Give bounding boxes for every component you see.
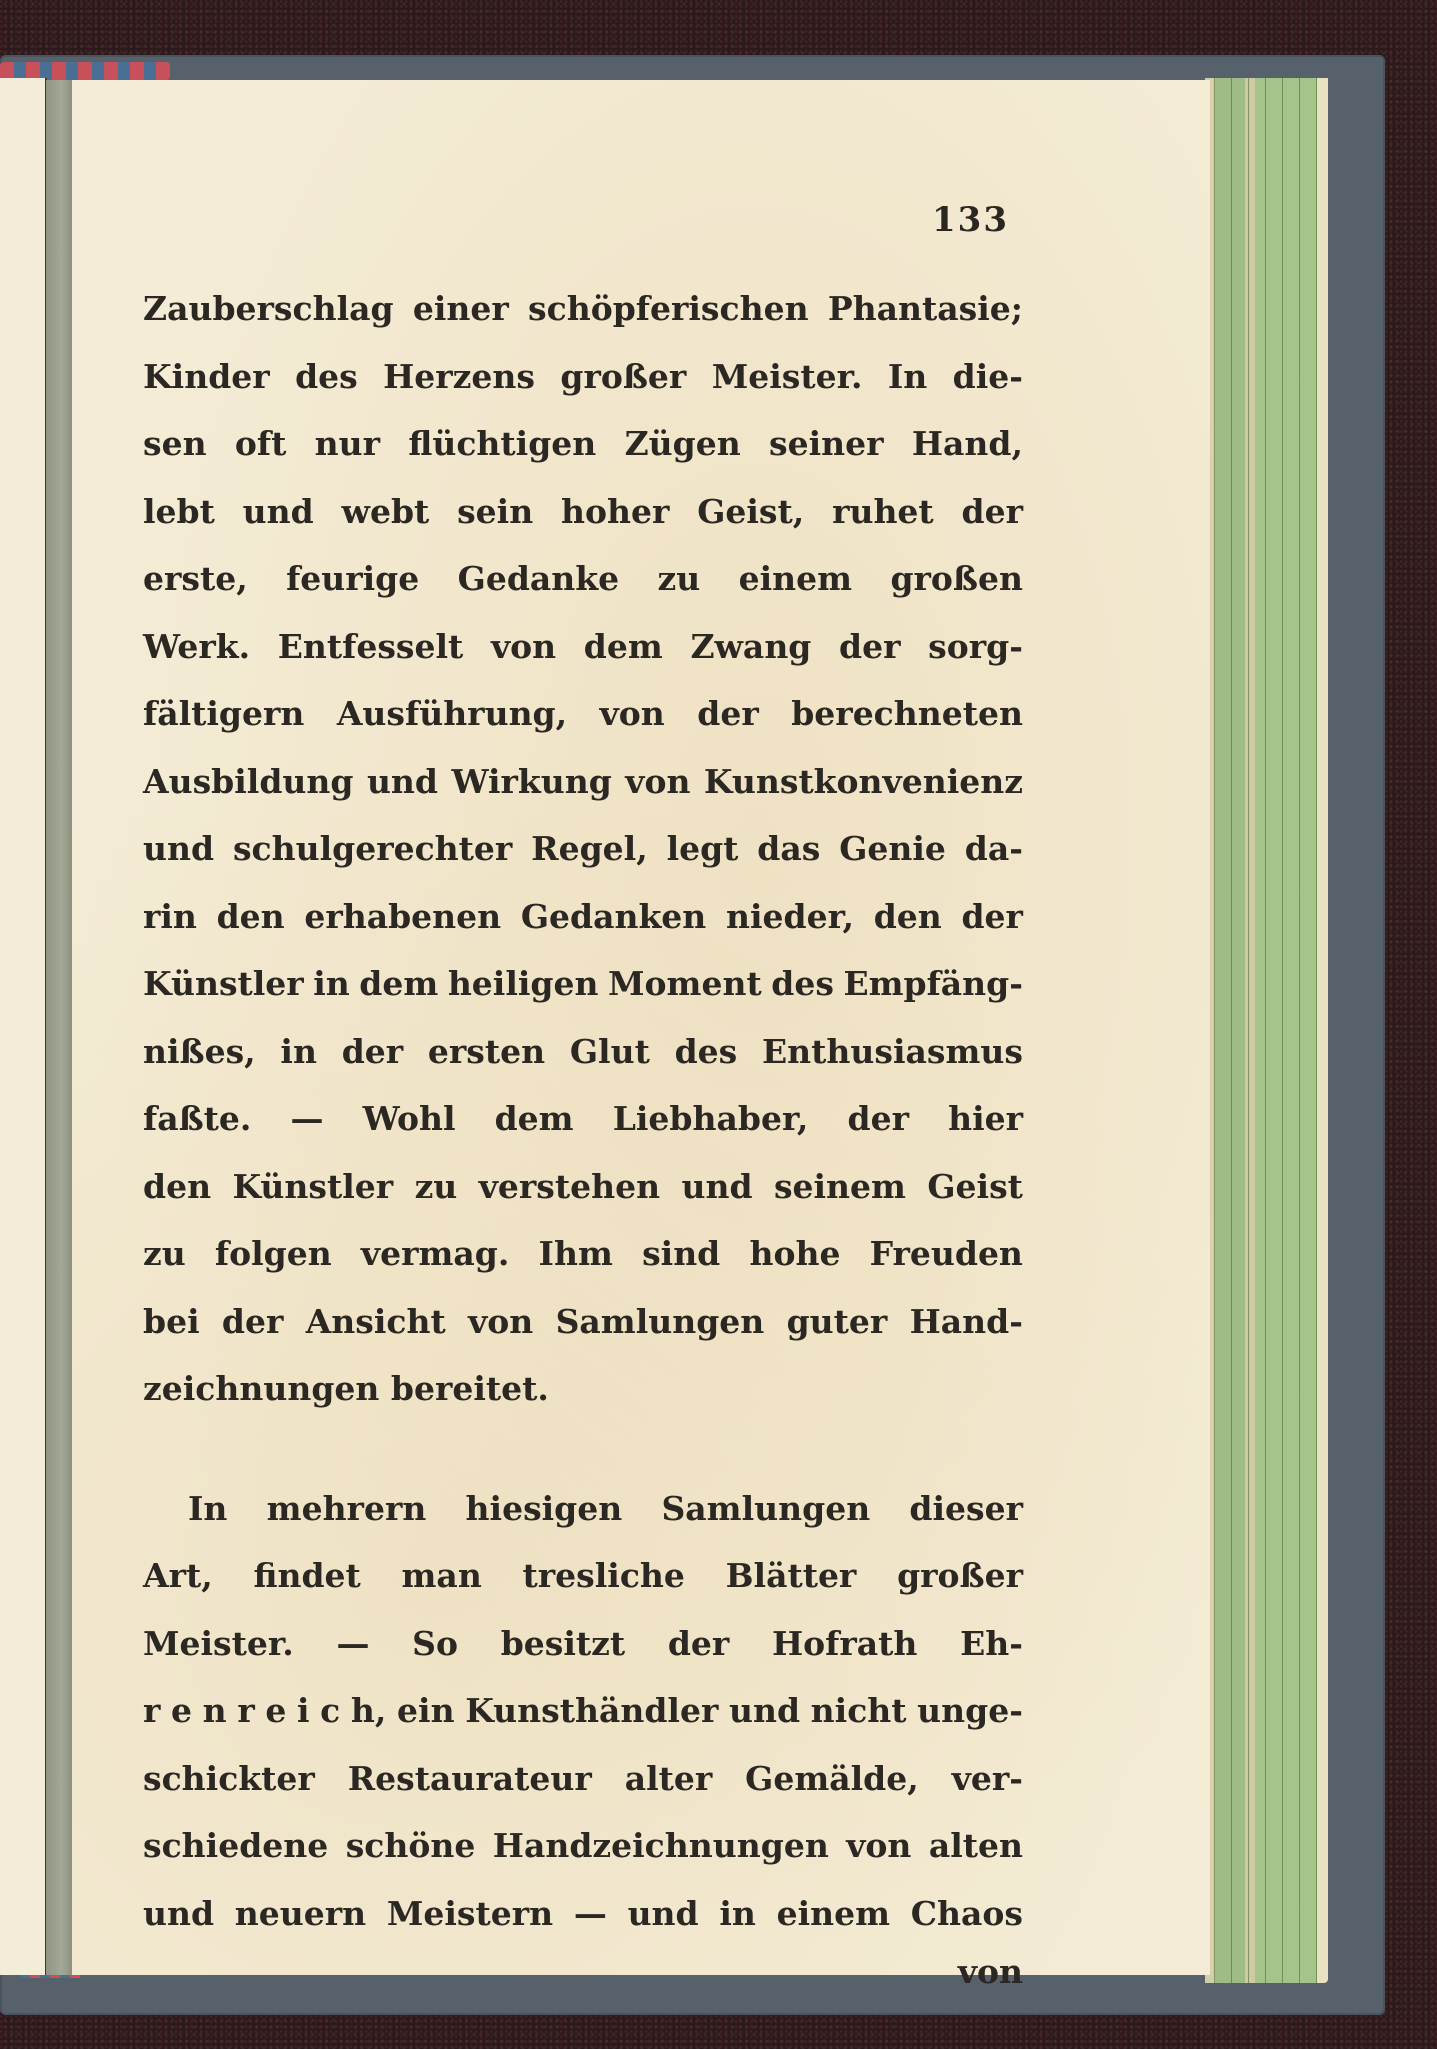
word: Empfäng-	[843, 964, 1023, 1003]
word: Samlungen	[555, 1301, 765, 1341]
word: Enthusiasmus	[762, 1031, 1023, 1071]
word: von	[625, 761, 691, 801]
word: und	[143, 829, 215, 868]
word: guter	[786, 1301, 888, 1341]
word: Ansicht	[305, 1301, 446, 1341]
word: man	[401, 1556, 482, 1595]
word: Liebhaber,	[612, 1099, 809, 1138]
word: Gedanken	[520, 896, 707, 936]
word: des	[295, 356, 358, 396]
text-line	[143, 1085, 1023, 1153]
word: sein	[457, 491, 534, 531]
word: einer	[412, 289, 509, 328]
word: lebt	[143, 491, 215, 531]
word: zu	[414, 1166, 458, 1206]
word: nur	[314, 424, 381, 463]
word: Meister.	[143, 1623, 294, 1663]
word: r	[237, 1691, 255, 1730]
word: So	[412, 1623, 458, 1663]
word: berechneten	[791, 694, 1023, 733]
word: legt	[666, 829, 739, 868]
word: schickter	[143, 1758, 315, 1798]
word: der	[847, 1099, 909, 1138]
word: alten	[928, 1826, 1023, 1865]
text-line	[143, 1288, 1023, 1356]
text-line	[143, 883, 1023, 951]
word: Künstler	[232, 1166, 394, 1206]
word: großen	[890, 559, 1023, 598]
paragraph-1	[143, 275, 1023, 1423]
word: den	[873, 896, 942, 936]
word: Gemälde,	[745, 1758, 919, 1798]
word: einem	[738, 559, 853, 598]
text-line	[143, 613, 1023, 681]
previous-page-edge	[0, 78, 47, 1975]
word: Kunsthändler	[465, 1691, 719, 1730]
word: e	[171, 1691, 193, 1730]
word: Zauberschlag	[143, 289, 394, 328]
word: hiesigen	[465, 1488, 623, 1528]
word: und	[242, 491, 314, 531]
word: alter	[624, 1758, 713, 1798]
word: zu	[143, 1234, 186, 1273]
word: i	[296, 1691, 310, 1730]
word: hoher	[561, 491, 670, 531]
word: Blätter	[725, 1556, 857, 1595]
text-line	[143, 815, 1023, 883]
word: den	[216, 896, 285, 936]
text-line	[143, 1880, 1023, 1948]
word: c	[320, 1691, 341, 1730]
word: zu	[657, 559, 701, 598]
text-line: zeichnungen bereitet.	[143, 1369, 549, 1408]
word: dem	[359, 964, 439, 1003]
text-line	[143, 680, 1023, 748]
word: Freuden	[869, 1234, 1023, 1273]
word: hier	[948, 1099, 1023, 1138]
word: webt	[341, 491, 430, 531]
page-text	[143, 275, 1023, 1997]
word: der	[221, 1301, 284, 1341]
word: Meister.	[711, 356, 863, 396]
word: bei	[143, 1301, 200, 1341]
word: nieder,	[725, 896, 855, 936]
word: ver-	[951, 1758, 1023, 1798]
word: sind	[642, 1234, 721, 1273]
word: erste,	[143, 559, 248, 598]
word: Wohl	[362, 1099, 456, 1138]
word: Regel,	[531, 829, 648, 868]
word: Ihm	[538, 1234, 613, 1273]
word: von	[490, 626, 557, 666]
catchword: von	[957, 1952, 1023, 1991]
word: Handzeichnungen	[492, 1826, 829, 1865]
word: schöne	[345, 1826, 476, 1865]
text-line	[143, 1153, 1023, 1221]
word: und	[143, 1893, 215, 1933]
word: Moment	[608, 964, 762, 1003]
word: heiligen	[447, 964, 599, 1003]
word: schulgerechter	[232, 829, 513, 868]
text-line	[143, 1812, 1023, 1880]
book-gutter	[46, 80, 72, 1975]
word: ein	[397, 1691, 455, 1730]
word: da-	[964, 829, 1023, 868]
text-line	[143, 748, 1023, 816]
word: Ausführung,	[336, 694, 568, 733]
word: h,	[350, 1691, 387, 1730]
word: Gedanke	[457, 559, 620, 598]
word: —	[573, 1893, 607, 1933]
word: Kinder	[143, 356, 270, 396]
word: oft	[234, 424, 287, 463]
word: In	[887, 356, 928, 396]
word: besitzt	[500, 1623, 626, 1663]
word: fältigern	[143, 694, 305, 733]
text-line	[143, 478, 1023, 546]
word: der	[961, 896, 1023, 936]
word: n	[202, 1691, 227, 1730]
word: Art,	[143, 1556, 213, 1595]
word: Genie	[839, 829, 946, 868]
word: in	[313, 964, 350, 1003]
word: —	[290, 1099, 324, 1138]
word: neuern	[234, 1893, 367, 1933]
word: der	[341, 1031, 404, 1071]
word: folgen	[214, 1234, 332, 1273]
word: Künstler	[143, 964, 304, 1003]
word: vermag.	[360, 1234, 510, 1273]
word: Zügen	[624, 424, 741, 463]
word: rin	[143, 896, 197, 936]
word: Restaurateur	[347, 1758, 592, 1798]
word: in	[719, 1893, 756, 1933]
word: seiner	[769, 424, 884, 463]
page-fore-edge	[1205, 78, 1328, 1983]
word: Hand,	[911, 424, 1023, 463]
word: sen	[143, 424, 207, 463]
word: schiedene	[143, 1826, 329, 1865]
word: von	[599, 694, 665, 733]
word: nißes,	[143, 1031, 256, 1071]
page-number: 133	[932, 200, 1009, 240]
word: unge-	[917, 1691, 1023, 1730]
word: der	[839, 626, 901, 666]
word: r	[143, 1691, 161, 1730]
text-line	[143, 1610, 1023, 1678]
paragraph-gap	[143, 1423, 1023, 1475]
word: Ausbildung	[143, 761, 354, 801]
word: der	[667, 1623, 730, 1663]
word: hohe	[749, 1234, 841, 1273]
word: Geist	[927, 1166, 1023, 1206]
word: und	[681, 1166, 753, 1206]
word: großer	[560, 356, 687, 396]
word: sorg-	[928, 626, 1023, 666]
word: Herzens	[383, 356, 535, 396]
word: das	[757, 829, 821, 868]
word: Zwang	[690, 626, 812, 666]
word: seinem	[773, 1166, 906, 1206]
word: findet	[253, 1556, 361, 1595]
word: dieser	[909, 1488, 1023, 1528]
word: faßte.	[143, 1099, 252, 1138]
text-line	[143, 1018, 1023, 1086]
word: e	[265, 1691, 287, 1730]
word: und	[366, 761, 438, 801]
word: Eh-	[960, 1623, 1023, 1663]
word: Hand-	[909, 1301, 1023, 1341]
word: Hofrath	[771, 1623, 918, 1663]
word: dem	[494, 1099, 574, 1138]
word: Werk.	[143, 626, 251, 666]
word: einem	[776, 1893, 891, 1933]
word: ruhet	[832, 491, 934, 531]
word: die-	[952, 356, 1023, 396]
word: des	[674, 1031, 738, 1071]
word: Wirkung	[451, 761, 612, 801]
word: Entfesselt	[277, 626, 464, 666]
word: Kunstkonvenienz	[703, 761, 1023, 801]
word: Glut	[569, 1031, 650, 1071]
word: Chaos	[910, 1893, 1023, 1933]
word: schöpferischen	[528, 289, 809, 328]
word: Phantasie;	[827, 289, 1023, 328]
text-line	[143, 1220, 1023, 1288]
word: Samlungen	[661, 1488, 871, 1528]
word: des	[771, 964, 834, 1003]
text-line	[143, 1677, 1023, 1745]
word: dem	[583, 626, 663, 666]
text-line	[143, 1745, 1023, 1813]
word: von	[468, 1301, 534, 1341]
text-line	[143, 1475, 1023, 1543]
word: In	[188, 1488, 228, 1528]
word: feurige	[286, 559, 420, 598]
word: tresliche	[522, 1556, 685, 1595]
word: erhabenen	[304, 896, 502, 936]
text-line	[143, 410, 1023, 478]
word: der	[697, 694, 759, 733]
word: ersten	[427, 1031, 546, 1071]
paragraph-2	[143, 1475, 1023, 1948]
word: und	[728, 1691, 801, 1730]
word: Geist,	[697, 491, 805, 531]
word: von	[846, 1826, 912, 1865]
text-line	[143, 950, 1023, 1018]
word: flüchtigen	[408, 424, 597, 463]
word: in	[280, 1031, 317, 1071]
word: Meistern	[386, 1893, 554, 1933]
word: der	[961, 491, 1023, 531]
word: und	[627, 1893, 699, 1933]
word: verstehen	[478, 1166, 661, 1206]
word: großer	[897, 1556, 1023, 1595]
word: mehrern	[266, 1488, 427, 1528]
word: den	[143, 1166, 212, 1206]
word: nicht	[810, 1691, 907, 1730]
text-line	[143, 275, 1023, 343]
text-line	[143, 545, 1023, 613]
text-line	[143, 1542, 1023, 1610]
word: —	[336, 1623, 370, 1663]
text-line	[143, 343, 1023, 411]
